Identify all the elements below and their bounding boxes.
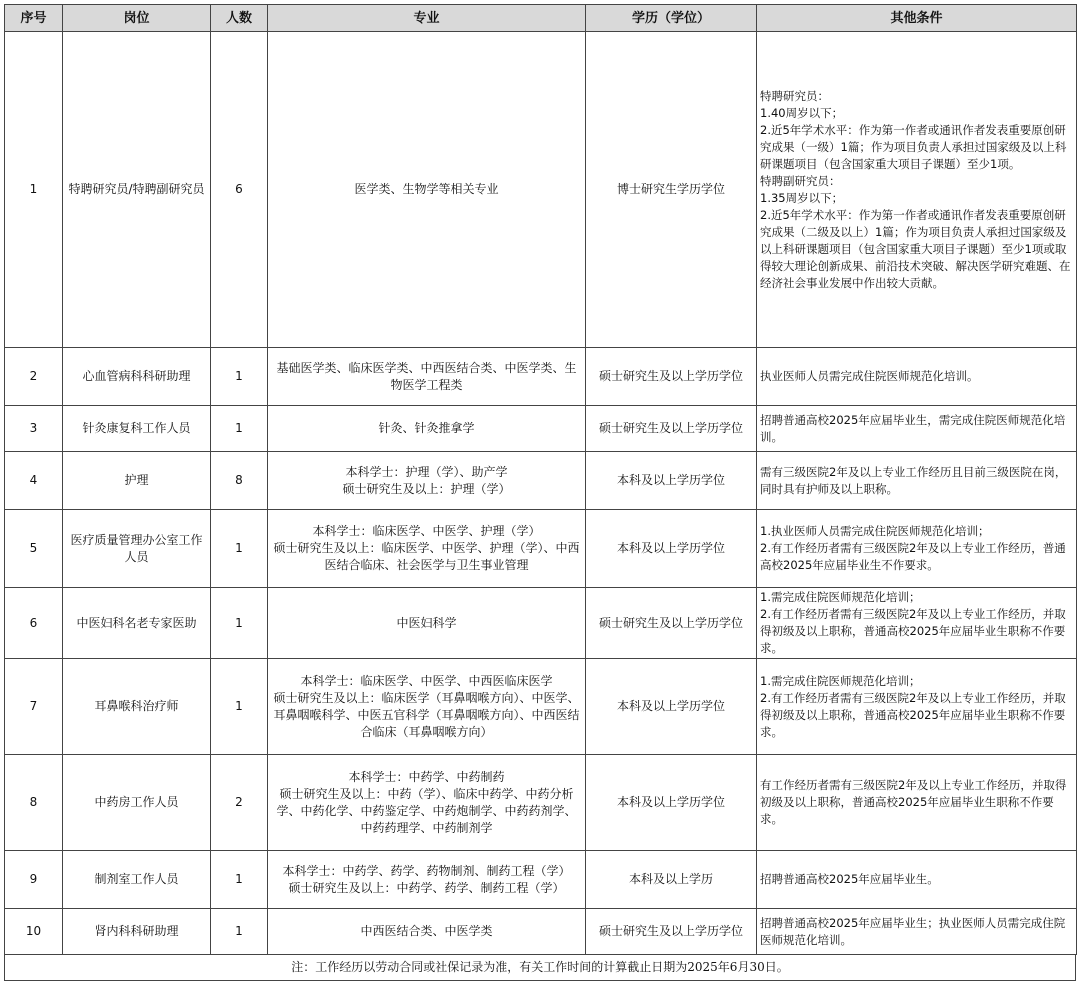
major-line: 硕士研究生及以上：中药（学）、临床中药学、中药分析学、中药化学、中药鉴定学、中药炮制学、中药药剂学、中药药理学、中药制剂学 <box>276 786 577 835</box>
cell-position: 特聘研究员/特聘副研究员 <box>63 32 211 348</box>
requirement-line: 2.有工作经历者需有三级医院2年及以上专业工作经历，普通高校2025年应届毕业生不作要求。 <box>760 541 1066 572</box>
cell-no: 9 <box>5 851 63 909</box>
cell-count: 1 <box>211 348 268 406</box>
cell-major <box>268 588 586 659</box>
table-row <box>5 32 1077 348</box>
requirement-line: 1.40周岁以下； <box>760 105 844 120</box>
cell-degree: 本科及以上学历 <box>586 851 757 909</box>
major-line: 本科学士：中药学、药学、药物制剂、制药工程（学） <box>282 863 571 878</box>
cell-count: 1 <box>211 406 268 452</box>
cell-position: 针灸康复科工作人员 <box>63 406 211 452</box>
cell-no: 5 <box>5 510 63 588</box>
cell-other <box>757 909 1077 955</box>
cell-no: 3 <box>5 406 63 452</box>
cell-no: 2 <box>5 348 63 406</box>
cell-count: 1 <box>211 510 268 588</box>
major-line: 硕士研究生及以上：护理（学） <box>342 481 511 496</box>
table-row <box>5 510 1077 588</box>
requirement-line: 2.有工作经历者需有三级医院2年及以上专业工作经历，并取得初级及以上职称，普通高校2025年应届毕业生职称不作要求。 <box>760 690 1066 739</box>
requirement-line: 1.需完成住院医师规范化培训； <box>760 673 921 688</box>
cell-other <box>757 452 1077 510</box>
cell-major <box>268 755 586 851</box>
requirement-line: 执业医师人员需完成住院医师规范化培训。 <box>760 369 979 383</box>
cell-no: 10 <box>5 909 63 955</box>
major-line: 医学类、生物学等相关专业 <box>354 182 499 196</box>
cell-degree: 硕士研究生及以上学历学位 <box>586 406 757 452</box>
table-row <box>5 348 1077 406</box>
requirement-line: 招聘普通高校2025年应届毕业生，需完成住院医师规范化培训。 <box>760 412 1066 444</box>
cell-other <box>757 348 1077 406</box>
header-other: 其他条件 <box>757 5 1077 32</box>
requirement-line: 需有三级医院2年及以上专业工作经历且目前三级医院在岗，同时具有护师及以上职称。 <box>760 464 1067 496</box>
cell-degree: 博士研究生学历学位 <box>586 32 757 348</box>
major-line: 硕士研究生及以上：临床医学（耳鼻咽喉方向）、中医学、耳鼻咽喉科学、中医五官科学（耳鼻咽喉方向）、中西医结合临床（耳鼻咽喉方向） <box>273 690 580 739</box>
major-line: 本科学士：护理（学）、助产学 <box>345 464 508 479</box>
cell-position: 中医妇科名老专家医助 <box>63 588 211 659</box>
cell-no: 1 <box>5 32 63 348</box>
cell-position: 心血管病科科研助理 <box>63 348 211 406</box>
cell-major <box>268 32 586 348</box>
cell-degree: 硕士研究生及以上学历学位 <box>586 588 757 659</box>
cell-degree: 本科及以上学历学位 <box>586 659 757 755</box>
cell-count: 2 <box>211 755 268 851</box>
cell-no: 7 <box>5 659 63 755</box>
cell-count: 8 <box>211 452 268 510</box>
cell-major <box>268 348 586 406</box>
cell-other <box>757 32 1077 348</box>
major-line: 本科学士：临床医学、中医学、护理（学） <box>312 524 541 538</box>
requirement-line: 特聘研究员： <box>760 88 829 103</box>
major-line: 基础医学类、临床医学类、中西医结合类、中医学类、生物医学工程类 <box>276 360 577 392</box>
requirement-line: 招聘普通高校2025年应届毕业生；执业医师人员需完成住院医师规范化培训。 <box>760 915 1066 947</box>
cell-count: 1 <box>211 851 268 909</box>
cell-degree: 本科及以上学历学位 <box>586 452 757 510</box>
cell-other <box>757 406 1077 452</box>
cell-major <box>268 659 586 755</box>
major-line: 针灸、针灸推拿学 <box>378 421 475 435</box>
cell-degree: 硕士研究生及以上学历学位 <box>586 348 757 406</box>
cell-degree: 本科及以上学历学位 <box>586 755 757 851</box>
table-row <box>5 909 1077 955</box>
table-row <box>5 452 1077 510</box>
header-row <box>5 5 1077 32</box>
major-line: 本科学士：中药学、中药制药 <box>348 769 505 784</box>
cell-count: 1 <box>211 588 268 659</box>
cell-no: 6 <box>5 588 63 659</box>
cell-major <box>268 406 586 452</box>
cell-other <box>757 755 1077 851</box>
cell-no: 8 <box>5 755 63 851</box>
cell-other <box>757 851 1077 909</box>
cell-no: 4 <box>5 452 63 510</box>
major-line: 中医妇科学 <box>396 615 457 630</box>
cell-degree: 本科及以上学历学位 <box>586 510 757 588</box>
requirement-line: 1.35周岁以下； <box>760 190 844 205</box>
cell-major <box>268 452 586 510</box>
requirement-line: 2.近5年学术水平：作为第一作者或通讯作者发表重要原创研究成果（二级及以上）1篇；作为项目负责人承担过国家级及以上科研课题项目（包含国家重大项目子课题）至少1项或取得较大理论创新成果、前沿技术突破、解决医学研究难题、在经济社会事业发展中作出较大贡献。 <box>760 207 1071 290</box>
requirement-line: 1.执业医师人员需完成住院医师规范化培训； <box>760 524 990 538</box>
cell-position: 护理 <box>63 452 211 510</box>
cell-major <box>268 909 586 955</box>
header-degree: 学历（学位） <box>586 5 757 32</box>
header-major: 专业 <box>268 5 586 32</box>
cell-position: 肾内科科研助理 <box>63 909 211 955</box>
cell-count: 1 <box>211 659 268 755</box>
cell-major <box>268 851 586 909</box>
cell-degree: 硕士研究生及以上学历学位 <box>586 909 757 955</box>
cell-position: 医疗质量管理办公室工作人员 <box>63 510 211 588</box>
table-row <box>5 406 1077 452</box>
requirement-line: 招聘普通高校2025年应届毕业生。 <box>760 872 939 886</box>
header-count: 人数 <box>211 5 268 32</box>
table-row <box>5 851 1077 909</box>
header-no: 序号 <box>5 5 63 32</box>
major-line: 硕士研究生及以上：临床医学、中医学、护理（学）、中西医结合临床、社会医学与卫生事业管理 <box>273 541 580 572</box>
major-line: 中西医结合类、中医学类 <box>360 924 493 938</box>
table-row <box>5 659 1077 755</box>
major-line: 硕士研究生及以上：中药学、药学、制药工程（学） <box>288 880 565 895</box>
requirement-line: 有工作经历者需有三级医院2年及以上专业工作经历，并取得初级及以上职称，普通高校2025年应届毕业生职称不作要求。 <box>760 778 1067 826</box>
cell-other <box>757 510 1077 588</box>
cell-major <box>268 510 586 588</box>
cell-position: 耳鼻喉科治疗师 <box>63 659 211 755</box>
table-row <box>5 588 1077 659</box>
cell-position: 中药房工作人员 <box>63 755 211 851</box>
footnote: 注：工作经历以劳动合同或社保记录为准，有关工作时间的计算截止日期为2025年6月30日。 <box>4 955 1076 981</box>
requirement-line: 特聘副研究员： <box>760 173 841 188</box>
header-position: 岗位 <box>63 5 211 32</box>
cell-other <box>757 588 1077 659</box>
requirement-line: 2.有工作经历者需有三级医院2年及以上专业工作经历，并取得初级及以上职称，普通高校2025年应届毕业生职称不作要求。 <box>760 607 1066 655</box>
requirement-line: 1.需完成住院医师规范化培训； <box>760 590 921 604</box>
cell-count: 6 <box>211 32 268 348</box>
requirement-line: 2.近5年学术水平：作为第一作者或通讯作者发表重要原创研究成果（一级）1篇；作为项目负责人承担过国家级及以上科研课题项目（包含国家重大项目子课题）至少1项。 <box>760 122 1067 171</box>
cell-position: 制剂室工作人员 <box>63 851 211 909</box>
recruitment-table <box>4 4 1077 955</box>
major-line: 本科学士：临床医学、中医学、中西医临床医学 <box>300 673 553 688</box>
cell-count: 1 <box>211 909 268 955</box>
table-row <box>5 755 1077 851</box>
cell-other <box>757 659 1077 755</box>
